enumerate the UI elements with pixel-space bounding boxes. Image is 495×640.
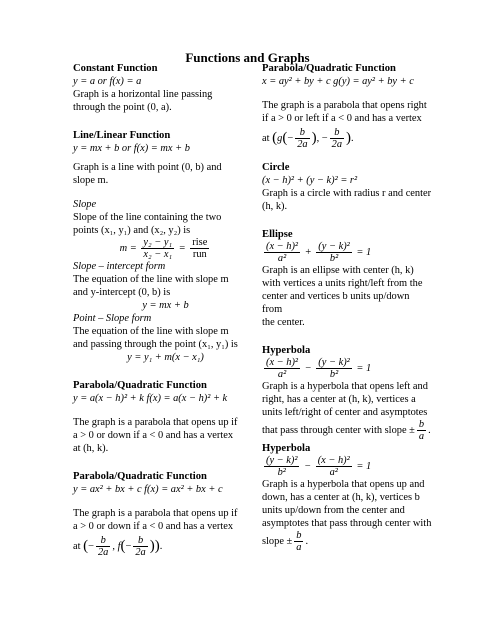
hyperbola-vertical-section [262, 442, 432, 553]
hyperbola-h-num-2: (y − k)² [318, 357, 350, 368]
slope-intercept-desc-1: The equation of the line with slope m [73, 274, 229, 285]
slope-intercept-subheading: Slope – intercept form [73, 261, 166, 272]
parabola-sideways-heading: Parabola/Quadratic Function [262, 63, 396, 74]
vertex-y-fraction: $\frac{b}{2a}$ [331, 127, 343, 150]
run-label: run [192, 249, 207, 260]
hyperbola-v-slope-den: a [296, 542, 302, 553]
parabola-sideways-formula: x = ay² + by + c g(y) = ay² + by + c [262, 76, 414, 87]
parabola-vertex-heading: Parabola/Quadratic Function [73, 380, 207, 391]
vertex-arg-fraction: $\frac{b}{2a}$ [297, 127, 308, 150]
vertex-at-label: at [73, 540, 81, 552]
circle-formula: (x − h)² + (y − k)² = r² [262, 175, 358, 186]
hyperbola-v-minus: − [304, 460, 312, 472]
rise-label: rise [192, 237, 208, 248]
slope-numerator: y₂ − y₁ [143, 237, 173, 248]
hyperbola-v-num-1: (y − k)² [266, 455, 298, 466]
hyperbola-h-num-1: (x − h)² [266, 357, 299, 368]
hyperbola-vertical-formula [262, 455, 432, 478]
hyperbola-h-den-2: b² [329, 369, 339, 380]
hyperbola-horizontal-desc-4: that pass through center with slope ± $\frac{b}{a}$ . [262, 419, 431, 442]
ellipse-desc-1: Graph is an ellipse with center (h, k) [262, 265, 414, 276]
slope-equals: = [178, 242, 186, 254]
circle-desc-2: (h, k). [262, 201, 288, 212]
parabola-sideways-section [262, 62, 432, 150]
vertex-x-fraction: $\frac{b}{2a}$ [97, 535, 109, 558]
hyperbola-h-den-1: a² [277, 369, 287, 380]
hyperbola-v-den-1: b² [277, 467, 286, 478]
parabola-standard-vertex: at (− $\frac{b}{2a}$ , f(− $\frac{b}{2a}$ )). [73, 535, 163, 558]
vertex-at-label: at [262, 132, 270, 144]
constant-function-section [73, 62, 258, 114]
hyperbola-horizontal-formula [262, 357, 432, 380]
parabola-vertex-formula: y = a(x − h)² + k f(x) = a(x − h)² + k [73, 393, 228, 404]
hyperbola-v-num-2: (x − h)² [317, 455, 350, 466]
ellipse-desc-4: the center. [262, 317, 305, 328]
slope-intercept-formula: y = mx + b [142, 300, 189, 311]
ellipse-heading: Ellipse [262, 229, 293, 240]
hyperbola-v-slope-text: slope ± [262, 535, 293, 547]
page-title: Functions and Graphs [185, 50, 310, 65]
parabola-vertex-desc-2: a > 0 or down if a < 0 and has a vertex [73, 430, 234, 441]
parabola-sideways-desc-2: if a > 0 or left if a < 0 and has a vertex [262, 113, 422, 124]
circle-heading: Circle [262, 162, 290, 173]
hyperbola-vertical-desc-2: down, has a center at (h, k), vertices b [262, 492, 420, 503]
ellipse-num-2: (y − k)² [318, 241, 350, 252]
parabola-sideways-desc-1: The graph is a parabola that opens right [262, 100, 427, 111]
point-slope-subheading: Point – Slope form [73, 313, 152, 324]
hyperbola-h-slope-text: that pass through center with slope ± [262, 424, 415, 436]
slope-intercept-desc-2: and y-intercept (0, b) is [73, 287, 171, 298]
ellipse-rhs: = 1 [356, 246, 372, 258]
constant-function-formula: y = a or f(x) = a [73, 76, 142, 87]
hyperbola-horizontal-heading: Hyperbola [262, 345, 311, 356]
linear-function-formula: y = mx + b or f(x) = mx + b [73, 143, 190, 154]
circle-section [262, 161, 432, 213]
slope-formula [73, 237, 258, 260]
hyperbola-v-rhs: = 1 [356, 460, 372, 472]
slope-section [73, 198, 258, 364]
parabola-vertex-form-section [73, 379, 258, 455]
point-slope-desc-2: and passing through the point (x₁, y₁) is [73, 339, 238, 350]
hyperbola-h-slope-den: a [418, 431, 425, 442]
right-column [262, 62, 432, 553]
hyperbola-v-den-2: a² [329, 467, 338, 478]
vertex-arg-fraction: $\frac{b}{2a}$ [135, 535, 146, 558]
slope-denominator: x₂ − x₁ [143, 249, 173, 260]
parabola-vertex-desc-3: at (h, k). [73, 443, 109, 454]
hyperbola-horizontal-desc-1: Graph is a hyperbola that opens left and [262, 381, 428, 392]
parabola-standard-desc-2: a > 0 or down if a < 0 and has a vertex [73, 521, 234, 532]
hyperbola-h-rhs: = 1 [356, 362, 372, 374]
hyperbola-vertical-desc-3: units up/down from the center and [262, 505, 405, 516]
ellipse-den-2: b² [329, 253, 339, 264]
parabola-standard-heading: Parabola/Quadratic Function [73, 471, 207, 482]
slope-fraction [141, 237, 174, 260]
slope-subheading: Slope [73, 199, 97, 210]
constant-function-heading: Constant Function [73, 63, 158, 74]
parabola-standard-desc-1: The graph is a parabola that opens up if [73, 508, 238, 519]
ellipse-den-1: a² [277, 253, 287, 264]
parabola-standard-formula: y = ax² + bx + c f(x) = ax² + bx + c [73, 484, 223, 495]
slope-desc-2: points (x₁, y₁) and (x₂, y₂) is [73, 225, 191, 236]
ellipse-section [262, 228, 432, 329]
hyperbola-h-minus: − [304, 362, 312, 374]
slope-desc-1: Slope of the line containing the two [73, 212, 222, 223]
circle-desc-1: Graph is a circle with radius r and center [262, 188, 432, 199]
hyperbola-horizontal-desc-3: units left/right of center and asymptotes [262, 407, 428, 418]
hyperbola-vertical-heading: Hyperbola [262, 443, 311, 454]
linear-function-desc-1: Graph is a line with point (0, b) and [73, 162, 222, 173]
constant-function-desc-1: Graph is a horizontal line passing [73, 89, 213, 100]
hyperbola-v-slope-num: b [296, 530, 302, 541]
hyperbola-h-slope-num: b [418, 419, 425, 430]
left-column [73, 62, 258, 558]
linear-function-desc-2: slope m. [73, 175, 109, 186]
constant-function-desc-2: through the point (0, a). [73, 102, 172, 113]
slope-lhs: m = [119, 242, 137, 254]
point-slope-formula: y = y₁ + m(x − x₁) [127, 352, 204, 363]
hyperbola-vertical-desc-4: asymptotes that pass through center with [262, 518, 432, 529]
linear-function-section [73, 129, 258, 187]
hyperbola-vertical-desc-1: Graph is a hyperbola that opens up and [262, 479, 425, 490]
ellipse-num-1: (x − h)² [266, 241, 299, 252]
hyperbola-horizontal-desc-2: right, has a center at (h, k), vertices a [262, 394, 416, 405]
parabola-vertex-desc-1: The graph is a parabola that opens up if [73, 417, 238, 428]
ellipse-formula [262, 241, 432, 264]
point-slope-desc-1: The equation of the line with slope m [73, 326, 229, 337]
ellipse-desc-2: with vertices a units right/left from the [262, 278, 423, 289]
parabola-standard-form-section [73, 470, 258, 558]
rise-run-fraction [190, 237, 209, 260]
linear-function-heading: Line/Linear Function [73, 130, 171, 141]
ellipse-desc-3: center and vertices b units up/down from [262, 291, 410, 315]
hyperbola-horizontal-section [262, 344, 432, 442]
parabola-sideways-vertex: at (g(− $\frac{b}{2a}$ ), − $\frac{b}{2a}$ ). [262, 127, 354, 150]
hyperbola-vertical-desc-5: slope ± $\frac{b}{a}$ . [262, 530, 309, 553]
ellipse-plus: + [304, 246, 312, 258]
